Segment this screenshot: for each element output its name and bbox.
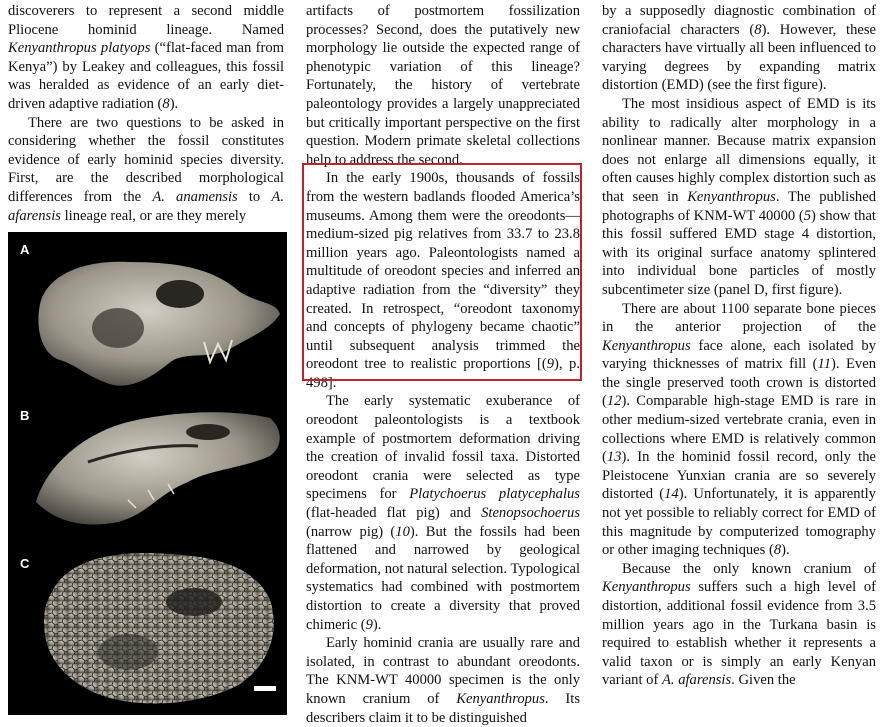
fossil-figure bbox=[8, 232, 287, 715]
fossil-illustrations bbox=[8, 232, 287, 715]
paragraph: The most insidious aspect of EMD is its ability to radically alter morphology in a nonlinear manner. Because matrix expansion does not enlarge all dimensions equally, it often causes highly complex distortion such as that seen in Kenyanthropus. The published photographs of KNM-WT 40000 (5) show that this fossil suffered EMD stage 4 distortion, with its original surface anatomy splintered into individual bone particles of mostly subcentimeter size (panel D, first figure). bbox=[602, 95, 876, 298]
paragraph: Because the only known cranium of Kenyanthropus suffers such a high level of distortion, additional fossil evidence from 3.5 million years ago in the Turkana basin is required to establish whether it represents a valid taxon or is simply an early Kenyan variant of A. afarensis. Given the bbox=[602, 560, 876, 689]
panel-label-b: B bbox=[20, 408, 30, 423]
skull-c bbox=[44, 553, 274, 703]
skull-a bbox=[38, 262, 280, 386]
text-column-3 bbox=[602, 2, 876, 690]
panel-label-c: C bbox=[20, 556, 30, 571]
scale-bar bbox=[254, 686, 276, 691]
paragraph: discoverers to represent a second middle Pliocene hominid lineage. Named Kenyanthropus platyops (“flat-faced man from Kenya”) by Leakey and colleagues, this fossil was heralded as evidence of an early diet-driven adaptive radiation (8). bbox=[8, 3, 284, 112]
text-column-2 bbox=[306, 2, 580, 727]
panel-label-a: A bbox=[20, 242, 30, 257]
paragraph: There are about 1100 separate bone pieces in the anterior projection of the Kenyanthropus face alone, each isolated by varying thicknesses of matrix fill (11). Even the single preserved tooth crown is distorted (12). Comparable high-stage EMD is rare in other medium-sized vertebrate crania, even in collections where EMD is relatively common (13). In the hominid fossil record, only the Pleistocene Yunxian crania are so severely distorted (14). Unfortunately, it is apparently not yet possible to reliably correct for EMD of this magnitude by computerized tomography or other imaging techniques (8). bbox=[602, 300, 876, 559]
paragraph: artifacts of postmortem fossilization processes? Second, does the putatively new morphology lie outside the expected range of phenotypic variation of this lineage? Fortunately, the history of vertebrate paleontology provides a largely unappreciated but critically important perspective on the first question. Modern primate skeletal collections help to address the second. bbox=[306, 3, 580, 168]
paragraph: The early systematic exuberance of oreodont paleontologists is a textbook example of postmortem deformation driving the creation of invalid fossil taxa. Distorted oreodont crania were selected as type specimens for Platychoerus platycephalus (flat-headed flat pig) and Stenopsochoerus (narrow pig) (10). But the fossils had been flattened and narrowed by geological deformation, not natural selection. Typological systematics had combined with postmortem distortion to create a diversity that proved chimeric (9). bbox=[306, 393, 581, 633]
paragraph: There are two questions to be asked in considering whether the fossil constitutes evidence of early hominid species diversity. First, are the described morphological differences from the A. anamensis to A. afarensis lineage real, or are they merely bbox=[8, 114, 284, 224]
skull-b bbox=[36, 412, 280, 524]
text-column-1 bbox=[8, 2, 284, 225]
paragraph: Early hominid crania are usually rare and isolated, in contrast to abundant oreodonts. The KNM-WT 40000 specimen is the only known cranium of Kenyanthropus. Its describers claim it to be distinguished bbox=[306, 635, 580, 726]
highlighted-paragraph: In the early 1900s, thousands of fossils from the western badlands flooded America’s museums. Among them were the oreodonts—medium-sized pig relatives from 33.7 to 23.8 million years ago. Paleontologists named a multitude of oreodont species and inferred an adaptive radiation from the “diversity” they created. In retrospect, “oreodont taxonomy and concepts of phylogeny became chaotic” until subsequent analysis trimmed the oreodont tree to realistic proportions [(9), p. 498]. bbox=[306, 170, 580, 391]
paragraph: by a supposedly diagnostic combination of craniofacial characters (8). However, these characters have virtually all been influenced to varying degrees by expanding matrix distortion (EMD) (see the first figure). bbox=[602, 3, 876, 94]
